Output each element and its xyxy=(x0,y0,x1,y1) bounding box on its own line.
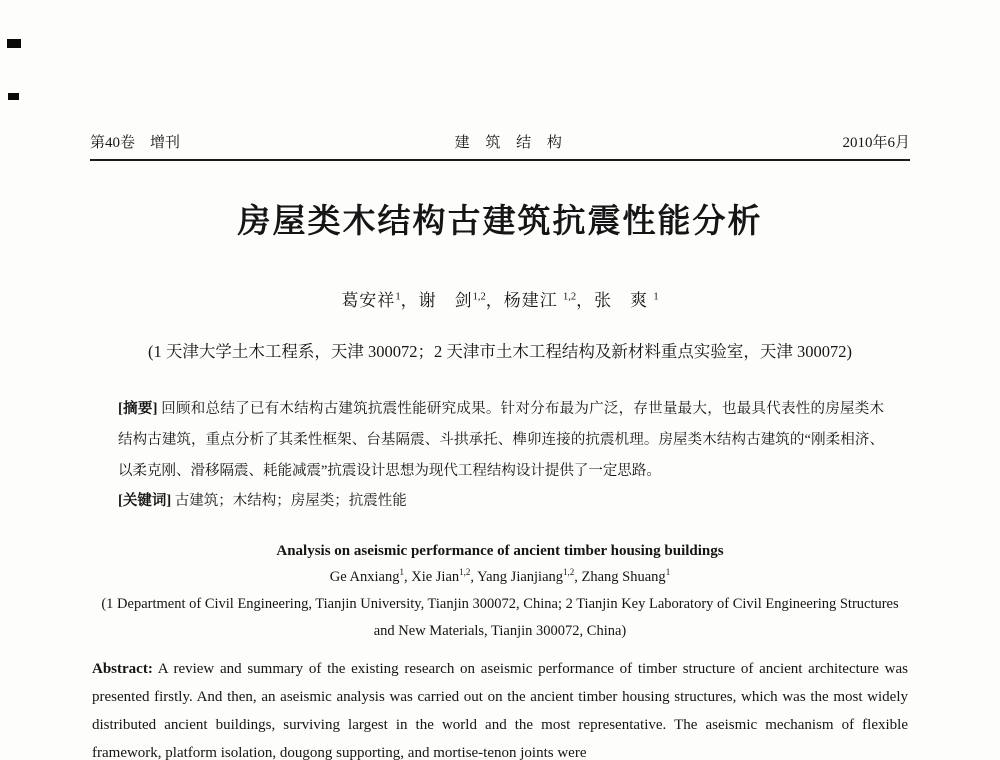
scan-artifact xyxy=(7,39,21,48)
abstract-text: 回顾和总结了已有木结构古建筑抗震性能研究成果。针对分布最为广泛，存世量最大，也最具代表性的房屋类木结构古建筑，重点分析了其柔性框架、台基隔震、斗拱承托、榫卯连接的抗震机理。房屋类木结构古建筑的“刚柔相济、以柔克刚、滑移隔震、耗能减震”抗震设计思想为现代工程结构设计提供了一定思路。 xyxy=(118,401,884,479)
abstract-en-text: A review and summary of the existing research on aseismic performance of timber structure of ancient architecture was presented firstly. And then, an aseismic analysis was carried out on the ancient timber housing structures, which was the most widely distributed ancient buildings, surviving largest in the world and the most representative. The aseismic mechanism of flexible framework, platform isolation, dougong supporting, and mortise-tenon joints were xyxy=(92,661,908,760)
journal-header xyxy=(90,0,910,161)
author-superscript: 1 xyxy=(665,567,671,578)
author-name: 谢 剑 xyxy=(418,291,473,310)
author-separator: ， xyxy=(485,291,504,310)
author xyxy=(330,569,411,585)
english-title: Analysis on aseismic performance of ancient timber housing buildings xyxy=(276,543,724,560)
author-name: 葛安祥 xyxy=(341,291,396,310)
author-name: Xie Jian xyxy=(411,568,460,585)
author-superscript: 1,2 xyxy=(472,291,486,303)
author-superscript: 1 xyxy=(395,291,401,303)
abstract-label: [摘要] xyxy=(118,401,158,418)
author xyxy=(594,291,659,310)
keywords-label: [关键词] xyxy=(118,493,172,510)
authors-cn xyxy=(90,286,910,311)
author-separator: , xyxy=(574,568,582,585)
author-superscript: 1 xyxy=(653,291,659,303)
author-name: 张 爽 xyxy=(594,291,654,310)
author-superscript: 1,2 xyxy=(563,567,575,578)
author-superscript: 1,2 xyxy=(459,567,471,578)
volume-issue: 第40卷 增刊 xyxy=(90,135,181,151)
author-name: Yang Jianjiang xyxy=(477,568,564,585)
author-separator: , xyxy=(403,568,412,585)
paper-title: 房屋类木结构古建筑抗震性能分析 xyxy=(237,204,763,240)
abstract-cn-block xyxy=(90,394,910,517)
keywords-cn xyxy=(118,486,884,517)
authors-en xyxy=(90,567,910,586)
issue-date: 2010年6月 xyxy=(842,135,910,151)
abstract-en xyxy=(90,655,910,760)
author-name: Ge Anxiang xyxy=(329,568,400,585)
affiliation-cn: (1 天津大学土木工程系，天津 300072；2 天津市土木工程结构及新材料重点实验室，天津 300072) xyxy=(148,342,852,361)
author-name: Zhang Shuang xyxy=(581,568,666,585)
author-superscript: 1,2 xyxy=(563,291,577,303)
author-superscript: 1 xyxy=(399,567,404,578)
keywords-text: 古建筑；木结构；房屋类；抗震性能 xyxy=(171,493,407,510)
author xyxy=(411,569,477,585)
author xyxy=(504,291,594,310)
abstract-en-label: Abstract: xyxy=(92,661,153,678)
author xyxy=(582,569,671,585)
scan-artifact xyxy=(8,93,19,100)
journal-name: 建 筑 结 构 xyxy=(454,135,568,151)
affiliation-en: (1 Department of Civil Engineering, Tianjin University, Tianjin 300072, China; 2 Tianjin Key Laboratory of Civil Engineering Structures and New Materials, Tianjin 300072, China) xyxy=(101,595,899,640)
author xyxy=(419,291,504,310)
abstract-cn xyxy=(118,394,884,486)
author xyxy=(341,291,418,310)
author xyxy=(477,569,581,585)
author-separator: , xyxy=(470,568,478,585)
author-separator: ， xyxy=(400,291,419,310)
author-separator: ， xyxy=(576,291,595,310)
author-name: 杨建江 xyxy=(503,291,563,310)
